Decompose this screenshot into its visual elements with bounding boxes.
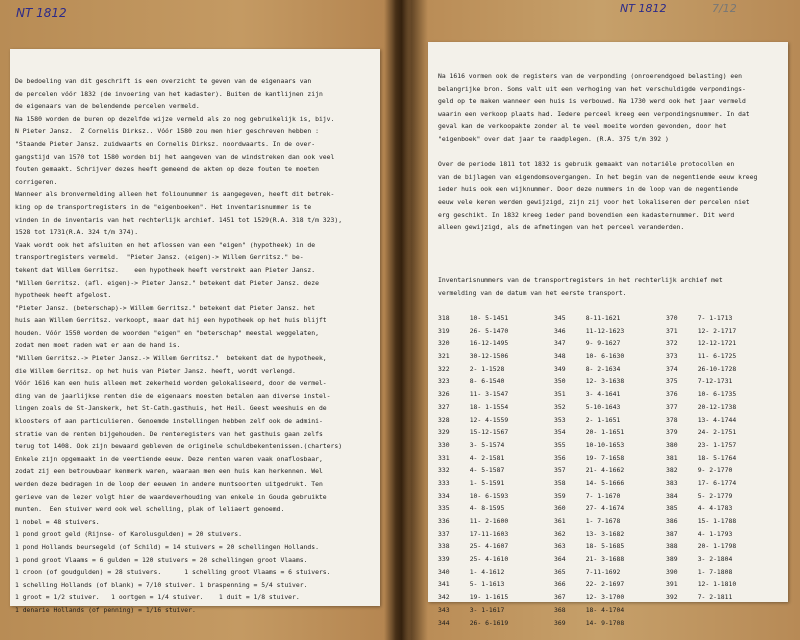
inventory-number: 351 [554,390,566,399]
left-page-line: munten. Een stuiver werd ook wel schelling, plak of leliaert genoemd. [15,505,285,514]
table-row [666,388,736,401]
first-transport-date: 7- 2-1811 [690,593,733,602]
table-row [438,617,508,630]
first-transport-date: 23- 1-1757 [690,440,737,449]
left-page-line: 1 pond Hollands beursegeld (of Schild) = 14 stuivers = 20 schellingen Hollands. [15,542,319,551]
inventory-number: 387 [666,529,678,538]
table-row [666,401,736,414]
inventory-number: 318 [438,314,450,322]
first-transport-date: 2- 1-1651 [578,415,621,424]
inventory-number: 367 [554,593,566,602]
inventory-number: 361 [554,517,566,525]
first-transport-date: 10- 5-1451 [462,314,509,322]
inventory-number: 337 [438,529,450,538]
first-transport-date: 26- 5-1470 [462,326,509,335]
left-page-line: gerieve van de lezer volgt hier de waardeverhouding van enkele in Gouda gebruikte [15,492,327,501]
right-page-line: alleen gewijzigd, als de afmetingen van het perceel veranderden. [438,223,685,232]
first-transport-date: 12-12-1721 [690,339,737,348]
inventory-number: 321 [438,352,450,361]
inventory-number: 377 [666,402,678,411]
first-transport-date: 13- 4-1744 [690,415,737,424]
first-transport-date: 11-12-1623 [578,326,625,335]
table-row [666,337,736,350]
table-row [666,350,736,363]
table-row [666,490,736,503]
inventory-number: 384 [666,491,678,500]
table-row [554,617,624,630]
table-row [666,426,736,439]
inventory-number: 376 [666,390,678,399]
first-transport-date: 5- 2-1779 [690,491,733,500]
left-page-line: die Willem Gerritsz. op het huis van Pieter Jansz. heeft, wordt verlengd. [15,366,296,375]
first-transport-date: 22- 2-1697 [578,580,625,589]
left-page-line: 1 denarie Hollands (of penning) = 1/16 stuiver. [15,605,196,614]
left-page-line: zodat zij een betrouwbaar kenmerk waren, waaraan men een huis kan herkennen. Wel [15,467,323,476]
inventory-number: 363 [554,542,566,551]
first-transport-date: 12- 2-1717 [690,326,737,335]
table-row [554,502,624,515]
first-transport-date: 12- 1-1810 [690,580,737,589]
first-transport-date: 5-10-1643 [578,402,621,411]
first-transport-date: 24- 2-1751 [690,428,737,437]
inventory-number: 334 [438,491,450,500]
table-row [666,325,736,338]
left-page-line: king op de transportregisters in de "eigenboeken". Het inventarisnummer is te [15,202,312,211]
inventory-number: 338 [438,542,450,551]
table-row [438,337,508,350]
left-page-line: lingen zoals de St-Janskerk, het St-Cath.gasthuis, het Heil. Geest weeshuis en de [15,404,327,413]
inventory-number: 336 [438,517,450,525]
table-row [666,363,736,376]
first-transport-date: 15-12-1567 [462,428,509,437]
first-transport-date: 10- 6-1593 [462,491,509,500]
right-page-line: geld op te maken wanneer een huis is verbouwd. Na 1730 werd ook het jaar vermeld [438,97,746,106]
table-row [666,553,736,566]
left-page-line: huis aan Willem Gerritsz. verkoopt, maar dat hij een hypotheek op het huis blijft [15,316,327,325]
table-row [554,337,624,350]
right-page-text [438,70,757,234]
left-page-line: 1 pond groot Vlaams = 6 gulden = 120 stuivers = 20 schellingen groot Vlaams. [15,555,308,564]
table-row [438,528,508,541]
table-row [554,312,624,325]
table-heading-line: Inventarisnummers van de transportregisters in het rechterlijk archief met [438,276,723,284]
first-transport-date: 16-12-1495 [462,339,509,348]
table-row [438,350,508,363]
left-page-line: "Willem Gerritsz.-> Pieter Jansz.-> Willem Gerritsz." betekent dat de hypotheek, [15,354,327,363]
inventory-number: 368 [554,605,566,614]
inventory-column-3 [666,312,736,604]
first-transport-date: 10-10-1653 [578,440,625,449]
table-row [554,439,624,452]
inventory-number: 389 [666,555,678,564]
inventory-number: 378 [666,415,678,424]
inventory-table-heading [438,274,723,299]
right-page-line: ieder huis ook een wijknummer. Door deze nummers in de loop van de negentiende [438,185,739,194]
table-row [438,426,508,439]
inventory-number: 348 [554,352,566,361]
first-transport-date: 11- 6-1725 [690,352,737,361]
inventory-number: 345 [554,314,566,322]
first-transport-date: 10- 6-1735 [690,390,737,399]
left-page-line: 1528 tot 1731(R.A. 324 t/m 374). [15,228,139,237]
left-page-line: tekent dat Willem Gerritsz. een hypotheek heeft verstrekt aan Pieter Jansz. [15,265,316,274]
table-row [666,477,736,490]
corner-note: 7/12 [712,2,737,15]
inventory-number: 354 [554,428,566,437]
inventory-number: 357 [554,466,566,475]
first-transport-date: 3- 2-1804 [690,555,733,564]
table-row [438,439,508,452]
first-transport-date: 1- 4-1612 [462,567,505,576]
inventory-number: 355 [554,440,566,449]
inventory-number: 380 [666,440,678,449]
first-transport-date: 21- 3-1688 [578,555,625,564]
inventory-number: 339 [438,555,450,564]
table-row [438,515,508,528]
first-transport-date: 20- 1-1798 [690,542,737,551]
first-transport-date: 8- 2-1634 [578,364,621,373]
first-transport-date: 26-10-1728 [690,364,737,373]
table-row [554,363,624,376]
table-row [438,363,508,376]
first-transport-date: 11- 2-1600 [462,517,509,525]
right-page-line: van de bijlagen van eigendomsovergangen. In het begin van de negentiende eeuw kreeg [438,172,758,181]
inventory-number: 390 [666,567,678,576]
table-row [554,325,624,338]
left-page-line: 1 croon (of goudgulden) = 28 stuivers. 1 schelling groot Vlaams = 6 stuivers. [15,568,331,577]
left-page-line: "Staande Pieter Jansz. zuidwaarts en Cornelis Dirksz. noordwaarts. In de over- [15,139,316,148]
inventory-number: 356 [554,453,566,462]
inventory-number: 359 [554,491,566,500]
inventory-number: 330 [438,440,450,449]
left-page-line: de eigenaars van de belendende percelen vermeld. [15,102,200,111]
left-page-line: zodat men moet raden wat er aan de hand is. [15,341,181,350]
inventory-number: 340 [438,567,450,576]
inventory-column-1 [438,312,508,629]
first-transport-date: 4- 5-1587 [462,466,505,475]
inventory-number: 383 [666,478,678,487]
inventory-number: 374 [666,364,678,373]
first-transport-date: 7-12-1731 [690,377,733,386]
table-row [438,325,508,338]
first-transport-date: 9- 9-1627 [578,339,621,348]
table-row [554,477,624,490]
inventory-number: 326 [438,390,450,399]
first-transport-date: 12- 3-1700 [578,593,625,602]
table-row [438,566,508,579]
first-transport-date: 4- 8-1595 [462,504,505,513]
table-row [438,553,508,566]
left-page-line: Enkele zijn opgemaakt in de veertiende eeuw. Deze renten waren vaak onaflosbaar, [15,454,323,463]
inventory-number: 371 [666,326,678,335]
first-transport-date: 15- 1-1788 [690,517,737,525]
first-transport-date: 1- 7-1678 [578,517,621,525]
left-page-line: Vóór 1616 kan een huis alleen met zekerheid worden gelokaliseerd, door de vermel- [15,379,327,388]
left-page-line: De bedoeling van dit geschrift is een overzicht te geven van de eigenaars van [15,77,312,85]
first-transport-date: 20- 1-1651 [578,428,625,437]
left-page-line: de percelen vóór 1832 (de invoering van het kadaster). Buiten de kantlijnen zijn [15,89,323,98]
first-transport-date: 10- 6-1630 [578,352,625,361]
first-transport-date: 4- 2-1581 [462,453,505,462]
book-gutter [392,0,428,640]
first-transport-date: 12- 3-1638 [578,377,625,386]
first-transport-date: 13- 3-1682 [578,529,625,538]
table-row [438,477,508,490]
first-transport-date: 21- 4-1662 [578,466,625,475]
first-transport-date: 3- 1-1617 [462,605,505,614]
first-transport-date: 18- 5-1685 [578,542,625,551]
left-page-line: 1 nobel = 48 stuivers. [15,517,100,526]
table-row [554,540,624,553]
table-row [554,604,624,617]
table-row [438,452,508,465]
table-row [666,414,736,427]
inventory-number: 370 [666,314,678,322]
inventory-number: 373 [666,352,678,361]
table-row [438,388,508,401]
inventory-number: 320 [438,339,450,348]
first-transport-date: 25- 4-1610 [462,555,509,564]
inventory-number: 388 [666,542,678,551]
inventory-number: 379 [666,428,678,437]
inventory-number: 319 [438,326,450,335]
left-page-line: vinden in de inventaris van het rechterlijk archief. 1451 tot 1529(R.A. 318 t/m 323), [15,215,343,224]
inventory-number: 341 [438,580,450,589]
right-page-line: eeuw vele keren werden gewijzigd, zijn zij voor het lokaliseren der percelen niet [438,197,750,206]
right-page-line: Na 1616 vormen ook de registers van de verponding (onroerendgoed belasting) een [438,72,742,80]
first-transport-date: 20-12-1738 [690,402,737,411]
first-transport-date: 17-11-1603 [462,529,509,538]
left-page-line: terug tot 1408. Ook zijn bewaard gebleven de originele schuldbekentenissen.(charters) [15,442,343,451]
right-page-line: "eigenboek" over dat jaar te raadplegen. (R.A. 375 t/m 392 ) [438,134,669,143]
left-page-line: ding van de jaarlijkse renten die de eigenaars moesten betalen aan diverse instel- [15,391,331,400]
inventory-number: 364 [554,555,566,564]
table-row [438,540,508,553]
inventory-column-2 [554,312,624,629]
inventory-number: 329 [438,428,450,437]
inventory-number: 323 [438,377,450,386]
inventory-number: 365 [554,567,566,576]
first-transport-date: 1- 7-1808 [690,567,733,576]
table-row [666,578,736,591]
table-row [666,312,736,325]
inventory-number: 381 [666,453,678,462]
first-transport-date: 30-12-1506 [462,352,509,361]
inventory-number: 347 [554,339,566,348]
first-transport-date: 19- 1-1615 [462,593,509,602]
first-transport-date: 4- 4-1783 [690,504,733,513]
inventory-number: 382 [666,466,678,475]
table-heading-line: vermelding van de datum van het eerste transport. [438,288,627,297]
first-transport-date: 8-11-1621 [578,314,621,322]
table-row [438,401,508,414]
right-page-line: erg geschikt. In 1832 kreeg ieder pand bovendien een kadasternummer. Dit werd [438,210,735,219]
table-row [554,578,624,591]
table-row [666,540,736,553]
table-row [438,375,508,388]
first-transport-date: 18- 5-1764 [690,453,737,462]
right-page-label: NT 1812 [620,2,667,15]
table-row [438,312,508,325]
first-transport-date: 26- 6-1619 [462,618,509,627]
first-transport-date: 1- 5-1591 [462,478,505,487]
table-row [666,591,736,604]
table-row [666,528,736,541]
inventory-number: 346 [554,326,566,335]
inventory-number: 322 [438,364,450,373]
table-row [554,350,624,363]
table-row [438,591,508,604]
inventory-number: 385 [666,504,678,513]
table-row [438,604,508,617]
first-transport-date: 25- 4-1607 [462,542,509,551]
left-page-line: hypotheek heeft afgelost. [15,291,112,300]
left-page-line: fouten gemaakt. Schrijver dezes heeft gemeend de akten op deze fouten te moeten [15,165,319,174]
first-transport-date: 14- 5-1666 [578,478,625,487]
first-transport-date: 7- 1-1670 [578,491,621,500]
inventory-number: 343 [438,605,450,614]
first-transport-date: 3- 4-1641 [578,390,621,399]
first-transport-date: 14- 9-1708 [578,618,625,627]
inventory-number: 358 [554,478,566,487]
first-transport-date: 5- 1-1613 [462,580,505,589]
table-row [554,591,624,604]
inventory-number: 375 [666,377,678,386]
table-row [666,452,736,465]
first-transport-date: 18- 1-1554 [462,402,509,411]
right-page-line: belangrijke bron. Soms valt uit een verhoging van het verschuldigde verpondings- [438,84,746,93]
table-row [666,515,736,528]
left-page-line: 1 pond groot geld (Rijnse- of Karolusgulden) = 20 stuivers. [15,530,243,539]
first-transport-date: 8- 6-1540 [462,377,505,386]
inventory-number: 391 [666,580,678,589]
first-transport-date: 17- 6-1774 [690,478,737,487]
first-transport-date: 2- 1-1528 [462,364,505,373]
left-page-sheet [10,49,380,614]
left-page-line: transportregisters vermeld. "Pieter Jansz. (eigen)-> Willem Gerritsz." be- [15,253,304,262]
table-row [554,401,624,414]
first-transport-date: 9- 2-1770 [690,466,733,475]
left-page-line: corrigeren. [15,177,58,186]
table-row [554,553,624,566]
inventory-number: 331 [438,453,450,462]
right-page-line: Over de periode 1811 tot 1832 is gebruik gemaakt van notariële protocollen en [438,160,735,169]
left-page-line: 1 schelling Hollands (of blank) = 7/10 stuiver. 1 braspenning = 5/4 stuiver. [15,580,308,589]
inventory-number: 372 [666,339,678,348]
left-page-line: Na 1580 worden de buren op dezelfde wijze vermeld als zo nog gebruikelijk is, bijv. [15,114,335,123]
table-row [554,464,624,477]
inventory-number: 386 [666,517,678,525]
table-row [438,578,508,591]
table-row [666,439,736,452]
first-transport-date: 27- 4-1674 [578,504,625,513]
table-row [666,566,736,579]
inventory-number: 360 [554,504,566,513]
inventory-number: 392 [666,593,678,602]
left-page-label: NT 1812 [16,6,67,20]
left-page-line: stratie van de renten bijgehouden. De renteregisters van het gasthuis gaan zelfs [15,429,323,438]
inventory-number: 352 [554,402,566,411]
first-transport-date: 11- 3-1547 [462,390,509,399]
right-page-sheet [428,42,788,627]
table-row [438,490,508,503]
left-page-line: houden. Vóór 1550 worden de woorden "eigen" en "beterschap" meestal weggelaten, [15,328,319,337]
first-transport-date: 3- 5-1574 [462,440,505,449]
inventory-number: 332 [438,466,450,475]
inventory-number: 342 [438,593,450,602]
inventory-number: 369 [554,618,566,627]
table-row [554,375,624,388]
table-row [438,414,508,427]
table-row [666,502,736,515]
first-transport-date: 7-11-1692 [578,567,621,576]
inventory-number: 362 [554,529,566,538]
left-page-line: N Pieter Jansz. Z Cornelis Dirksz.. Vóór 1580 zou men hier geschreven hebben : [15,127,319,136]
right-page-line: geval kan de verkoopakte zonder al te veel moeite worden gevonden, door het [438,122,727,131]
inventory-number: 366 [554,580,566,589]
left-page-line: kloosters of aan particulieren. Genoemde instellingen hebben zelf ook de admini- [15,417,323,426]
table-row [554,414,624,427]
left-page-line: "Willem Gerritsz. (afl. eigen)-> Pieter Jansz." betekent dat Pieter Jansz. deze [15,278,319,287]
inventory-number: 353 [554,415,566,424]
table-row [554,566,624,579]
table-row [554,452,624,465]
first-transport-date: 18- 4-1704 [578,605,625,614]
table-row [554,426,624,439]
inventory-number: 344 [438,618,450,627]
left-page-line: "Pieter Jansz. (beterschap)-> Willem Gerritsz." betekent dat Pieter Jansz. het [15,303,316,312]
left-page-line: Wanneer als bronvermelding alleen het foliounummer is aangegeven, heeft dit betrek- [15,190,335,199]
inventory-number: 350 [554,377,566,386]
first-transport-date: 19- 7-1658 [578,453,625,462]
table-row [666,375,736,388]
left-page-text [15,75,342,617]
left-page-line: 1 groot = 1/2 stuiver. 1 oortgen = 1/4 stuiver. 1 duit = 1/8 stuiver. [15,593,300,602]
inventory-number: 335 [438,504,450,513]
inventory-number: 328 [438,415,450,424]
left-page-line: gangstijd van 1570 tot 1580 worden bij het aangeven van de windstreken dan ook veel [15,152,335,161]
table-row [554,528,624,541]
right-page-line: waarin een verkoop plaats had. Iedere perceel kreeg een verpondingsnummer. In dat [438,109,750,118]
table-row [554,388,624,401]
inventory-number: 327 [438,402,450,411]
table-row [554,515,624,528]
inventory-number: 333 [438,478,450,487]
first-transport-date: 4- 1-1793 [690,529,733,538]
right-page-line [438,146,757,159]
first-transport-date: 7- 1-1713 [690,314,733,322]
left-page-line: Vaak wordt ook het afsluiten en het aflossen van een "eigen" (hypotheek) in de [15,240,316,249]
inventory-number: 349 [554,364,566,373]
left-page-line: werden deze bedragen in de loop der eeuwen in andere muntsoorten uitgedrukt. Ten [15,480,323,488]
table-row [554,490,624,503]
table-row [438,502,508,515]
first-transport-date: 12- 4-1559 [462,415,509,424]
table-row [666,464,736,477]
table-row [438,464,508,477]
